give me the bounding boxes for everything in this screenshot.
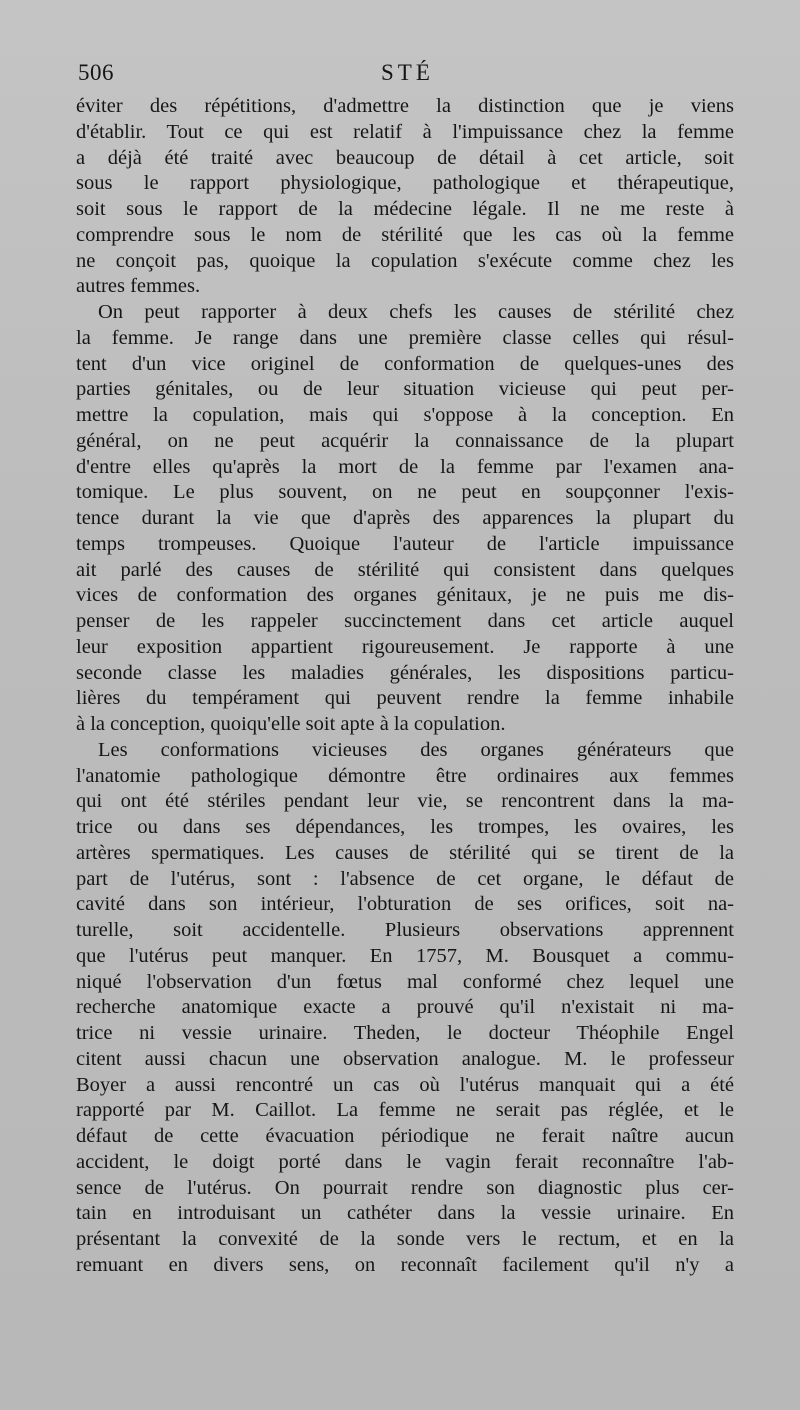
text-line: qui ont été stériles pendant leur vie, se rencontrent dans la ma- [76, 790, 734, 813]
text-line: niqué l'observation d'un fœtus mal conformé chez lequel une [76, 970, 734, 993]
text-line: vices de conformation des organes génitaux, je ne puis me dis- [76, 584, 734, 607]
text-line: tent d'un vice originel de conformation de quelques-unes des [76, 352, 734, 375]
text-line: d'établir. Tout ce qui est relatif à l'impuissance chez la femme [76, 120, 734, 143]
text-line: défaut de cette évacuation périodique ne ferait naître aucun [76, 1125, 734, 1147]
text-line: ne conçoit pas, quoique la copulation s'exécute comme chez les [76, 249, 734, 272]
text-line: ait parlé des causes de stérilité qui consistent dans quelques [76, 558, 734, 581]
text-line: recherche anatomique exacte a prouvé qu'il n'existait ni ma- [76, 996, 734, 1019]
text-line: soit sous le rapport de la médecine légale. Il ne me reste à [76, 198, 734, 220]
text-line: autres femmes. [76, 275, 201, 298]
text-line: général, on ne peut acquérir la connaissance de la plupart [76, 429, 734, 452]
text-line: sous le rapport physiologique, pathologique et thérapeutique, [76, 172, 734, 195]
text-line: citent aussi chacun une observation analogue. M. le professeur [76, 1047, 734, 1070]
text-line: accident, le doigt porté dans le vagin ferait reconnaître l'ab- [76, 1150, 734, 1173]
text-line: sence de l'utérus. On pourrait rendre son diagnostic plus cer- [76, 1176, 734, 1199]
running-head [78, 60, 732, 92]
text-line: comprendre sous le nom de stérilité que les cas où la femme [76, 223, 734, 246]
paragraph-2 [76, 300, 734, 738]
text-line: tomique. Le plus souvent, on ne peut en soupçonner l'exis- [76, 481, 734, 504]
paragraph-3 [76, 738, 734, 1279]
text-line: cavité dans son intérieur, l'obturation de ses orifices, soit na- [76, 893, 734, 916]
text-line: la femme. Je range dans une première classe celles qui résul- [76, 326, 734, 349]
text-line: seconde classe les maladies générales, les dispositions particu- [76, 661, 734, 684]
text-line: remuant en divers sens, on reconnaît facilement qu'il n'y a [76, 1253, 734, 1276]
text-line: l'anatomie pathologique démontre être ordinaires aux femmes [76, 764, 734, 787]
text-line: leur exposition appartient rigoureusement. Je rapporte à une [76, 635, 734, 658]
text-line: à la conception, quoiqu'elle soit apte à la copulation. [76, 713, 506, 735]
text-line: tain en introduisant un cathéter dans la vessie urinaire. En [76, 1202, 734, 1225]
running-title: STÉ [381, 60, 434, 85]
text-line: trice ni vessie urinaire. Theden, le docteur Théophile Engel [76, 1022, 734, 1044]
text-line: que l'utérus peut manquer. En 1757, M. Bousquet a commu- [76, 944, 734, 967]
text-line: Les conformations vicieuses des organes générateurs que [98, 738, 734, 761]
text-line: d'entre elles qu'après la mort de la femme par l'examen ana- [76, 455, 734, 478]
text-line: a déjà été traité avec beaucoup de détail à cet article, soit [76, 146, 734, 169]
text-line: trice ou dans ses dépendances, les trompes, les ovaires, les [76, 816, 734, 838]
text-line: Boyer a aussi rencontré un cas où l'utérus manquait qui a été [76, 1073, 734, 1096]
text-line: présentant la convexité de la sonde vers le rectum, et en la [76, 1228, 734, 1250]
page-number: 506 [78, 60, 114, 85]
body-text [76, 94, 734, 1279]
text-line: temps trompeuses. Quoique l'auteur de l'article impuissance [76, 532, 734, 555]
text-line: mettre la copulation, mais qui s'oppose à la conception. En [76, 404, 734, 426]
text-line: artères spermatiques. Les causes de stérilité qui se tirent de la [76, 841, 734, 864]
text-line: éviter des répétitions, d'admettre la distinction que je viens [76, 95, 734, 117]
text-line: turelle, soit accidentelle. Plusieurs observations apprennent [76, 919, 734, 941]
text-line: lières du tempérament qui peuvent rendre la femme inhabile [76, 687, 734, 710]
text-line: rapporté par M. Caillot. La femme ne serait pas réglée, et le [76, 1099, 734, 1122]
paragraph-1 [76, 94, 734, 300]
text-line: tence durant la vie que d'après des apparences la plupart du [76, 507, 734, 529]
text-line: parties génitales, ou de leur situation vicieuse qui peut per- [76, 378, 734, 401]
text-line: penser de les rappeler succinctement dans cet article auquel [76, 610, 734, 632]
text-line: On peut rapporter à deux chefs les causes de stérilité chez [98, 301, 734, 323]
text-line: part de l'utérus, sont : l'absence de cet organe, le défaut de [76, 867, 734, 890]
